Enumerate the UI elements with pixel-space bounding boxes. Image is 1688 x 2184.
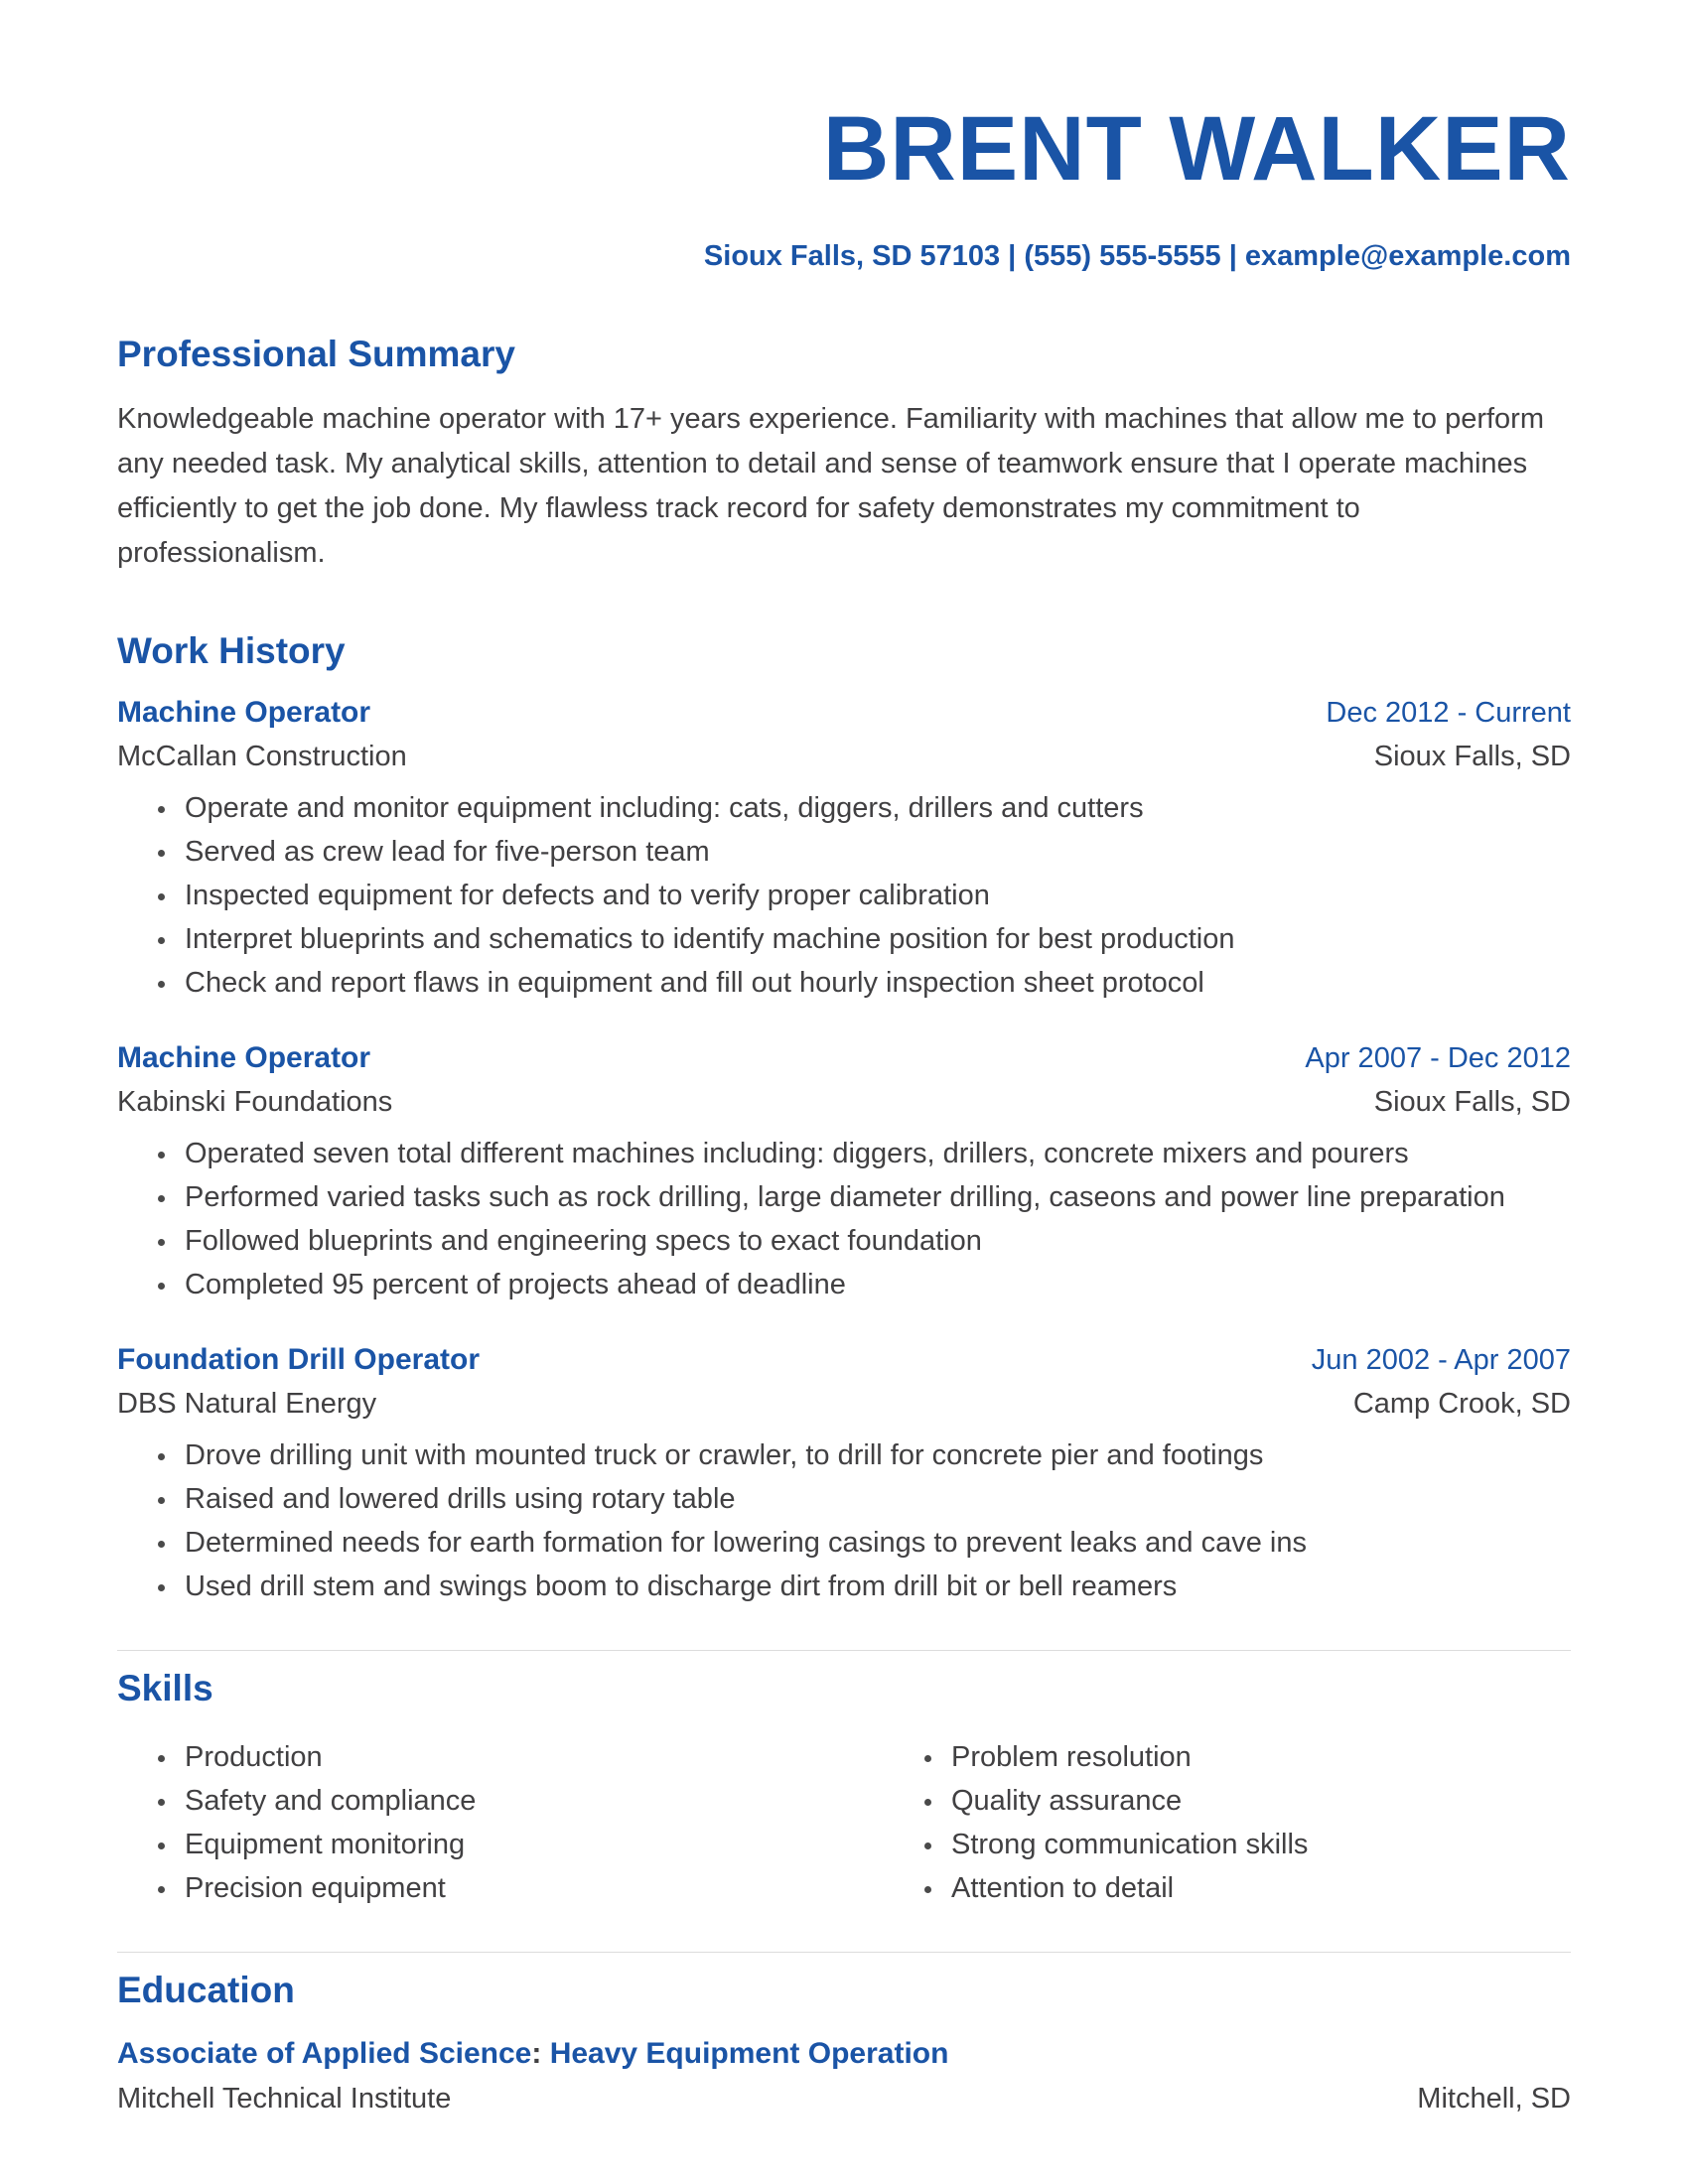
job-location: Sioux Falls, SD <box>1373 741 1571 773</box>
contact-line: Sioux Falls, SD 57103 | (555) 555-5555 | example@example.com <box>703 240 1571 272</box>
skills-heading: Skills <box>117 1668 213 1709</box>
education-degree-separator: : <box>531 2036 550 2070</box>
work-history-heading: Work History <box>117 629 346 671</box>
resume-header <box>117 0 1571 273</box>
job-title: Machine Operator <box>117 1041 371 1075</box>
education-heading: Education <box>117 1970 295 2011</box>
professional-summary-heading: Professional Summary <box>117 334 515 374</box>
skill-item: • Quality assurance <box>945 1779 1571 1823</box>
job-title-line <box>117 1340 1571 1380</box>
section-professional-summary <box>117 335 1571 576</box>
section-work-history <box>117 631 1571 1609</box>
job-bullet: • Raised and lowered drills using rotary table <box>179 1477 1571 1521</box>
skill-item: • Safety and compliance <box>179 1779 884 1823</box>
job-bullet: • Followed blueprints and engineering specs to exact foundation <box>179 1219 1571 1263</box>
job-title-line <box>117 693 1571 733</box>
job-bullet: • Interpret blueprints and schematics to identify machine position for best production <box>179 917 1571 961</box>
job-bullet: • Drove drilling unit with mounted truck or crawler, to drill for concrete pier and footings <box>179 1433 1571 1477</box>
education-school-line <box>117 2079 1571 2118</box>
skills-column-left <box>117 1735 884 1910</box>
person-name: BRENT WALKER <box>822 98 1571 200</box>
job-bullet: • Completed 95 percent of projects ahead of deadline <box>179 1263 1571 1306</box>
job-bullet: • Performed varied tasks such as rock drilling, large diameter drilling, caseons and power line preparation <box>179 1175 1571 1219</box>
job-bullet: • Used drill stem and swings boom to discharge dirt from drill bit or bell reamers <box>179 1565 1571 1608</box>
job-entry <box>117 1340 1571 1608</box>
job-bullet: • Inspected equipment for defects and to verify proper calibration <box>179 874 1571 917</box>
job-company: Kabinski Foundations <box>117 1086 393 1119</box>
skill-item: • Problem resolution <box>945 1735 1571 1779</box>
job-company-line <box>117 1082 1571 1122</box>
skill-item: • Attention to detail <box>945 1866 1571 1910</box>
job-entry <box>117 1038 1571 1306</box>
job-bullet: • Check and report flaws in equipment and fill out hourly inspection sheet protocol <box>179 961 1571 1005</box>
skill-item: • Strong communication skills <box>945 1823 1571 1866</box>
skill-item: • Production <box>179 1735 884 1779</box>
job-bullet-list <box>117 1132 1571 1306</box>
job-title: Machine Operator <box>117 696 371 730</box>
job-location: Camp Crook, SD <box>1352 1388 1571 1421</box>
job-bullet-list <box>117 1433 1571 1608</box>
education-field: Heavy Equipment Operation <box>549 2036 949 2070</box>
job-bullet: • Determined needs for earth formation for lowering casings to prevent leaks and cave ins <box>179 1521 1571 1565</box>
job-dates: Dec 2012 - Current <box>1326 697 1571 730</box>
skill-item: • Precision equipment <box>179 1866 884 1910</box>
job-location: Sioux Falls, SD <box>1373 1086 1571 1119</box>
job-title-line <box>117 1038 1571 1078</box>
education-location: Mitchell, SD <box>1417 2082 1571 2115</box>
skill-item: • Equipment monitoring <box>179 1823 884 1866</box>
section-education <box>117 1952 1571 2118</box>
job-company-line <box>117 1384 1571 1424</box>
job-bullet-list <box>117 786 1571 1005</box>
job-company-line <box>117 737 1571 776</box>
job-bullet: • Served as crew lead for five-person team <box>179 830 1571 874</box>
job-title: Foundation Drill Operator <box>117 1343 480 1377</box>
education-degree-line <box>117 2033 1571 2075</box>
skills-column-right <box>884 1735 1571 1910</box>
job-bullet: • Operated seven total different machines including: diggers, drillers, concrete mixers and pourers <box>179 1132 1571 1175</box>
education-degree: Associate of Applied Science <box>117 2036 532 2070</box>
skills-columns <box>117 1731 1571 1910</box>
job-dates: Apr 2007 - Dec 2012 <box>1305 1042 1571 1075</box>
section-skills <box>117 1650 1571 1910</box>
job-company: DBS Natural Energy <box>117 1388 377 1421</box>
professional-summary-text: Knowledgeable machine operator with 17+ years experience. Familiarity with machines that allow me to perform any needed task. My analytical skills, attention to detail and sense of teamwork ensure that I operate machines efficiently to get the job done. My flawless track record for safety demonstrates my commitment to professionalism. <box>117 402 1545 569</box>
job-bullet: • Operate and monitor equipment including: cats, diggers, drillers and cutters <box>179 786 1571 830</box>
education-school: Mitchell Technical Institute <box>117 2082 452 2115</box>
job-entry <box>117 693 1571 1005</box>
job-dates: Jun 2002 - Apr 2007 <box>1311 1344 1571 1377</box>
job-company: McCallan Construction <box>117 741 407 773</box>
